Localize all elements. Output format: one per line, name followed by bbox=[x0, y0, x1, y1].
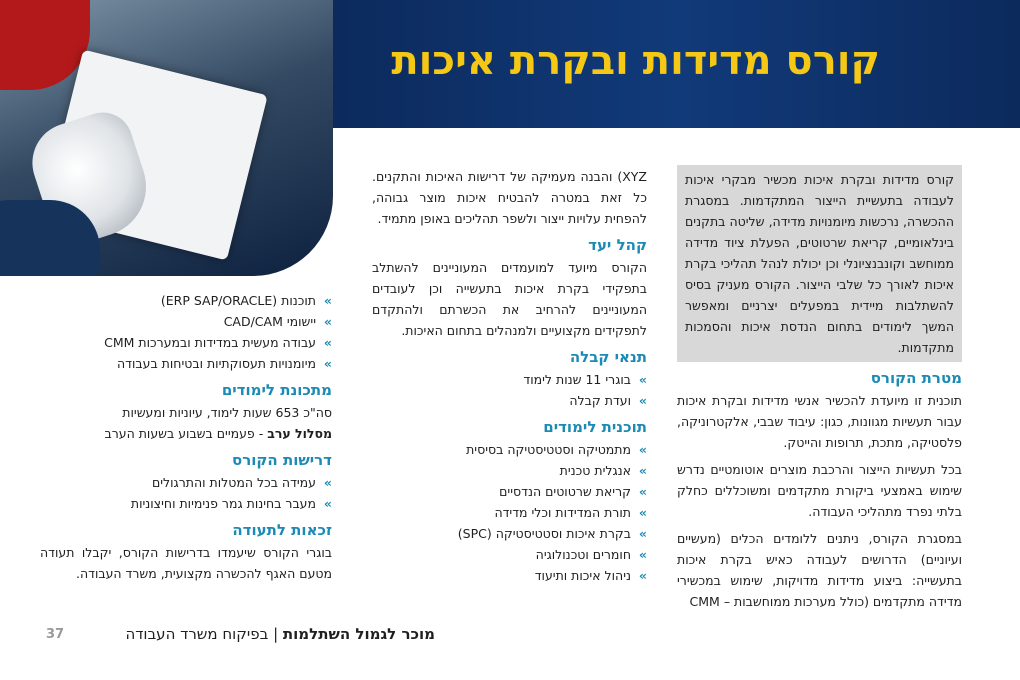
requirements-heading: דרישות הקורס bbox=[232, 451, 332, 469]
admission-list bbox=[372, 369, 647, 411]
list-item: » ועדת קבלה bbox=[372, 390, 647, 411]
requirements-list bbox=[40, 472, 332, 514]
list-item: » מעבר בחינות גמר פנימיות וחיצוניות bbox=[40, 493, 332, 514]
page-title: קורס מדידות ובקרת איכות bbox=[391, 38, 880, 84]
chevron-icon: » bbox=[638, 484, 647, 499]
intro-box bbox=[677, 165, 962, 362]
chevron-icon: » bbox=[323, 356, 332, 371]
format-heading: מתכונת לימודים bbox=[221, 381, 332, 399]
certificate-text: בוגרי הקורס שיעמדו בדרישות הקורס, יקבלו תעודה מטעם האגף להכשרה מקצועית, משרד העבודה. bbox=[40, 545, 332, 581]
chevron-icon: » bbox=[323, 496, 332, 511]
goal-continued: XYZ) והבנה מעמיקה של דרישות האיכות והתקנים. כל זאת במטרה להבטיח איכות מוצר גבוהה, להפחית עלויות ייצור ולשפר תהליכים באופן מתמיד. bbox=[372, 169, 647, 226]
list-item: » תוכנות (ERP SAP/ORACLE) bbox=[40, 290, 332, 311]
title-banner bbox=[333, 0, 1020, 128]
list-item: » עבודה מעשית במדידות ובמערכות CMM bbox=[40, 332, 332, 353]
chevron-icon: » bbox=[638, 547, 647, 562]
format-text: סה"כ 653 שעות לימוד, עיוניות ומעשיות bbox=[122, 405, 332, 420]
list-item: » אנגלית טכנית bbox=[372, 460, 647, 481]
admission-heading: תנאי קבלה bbox=[569, 348, 647, 366]
right-column bbox=[677, 165, 962, 618]
chevron-icon: » bbox=[638, 568, 647, 583]
chevron-icon: » bbox=[638, 463, 647, 478]
list-item: » יישומי CAD/CAM bbox=[40, 311, 332, 332]
chevron-icon: » bbox=[638, 526, 647, 541]
list-item: » עמידה בכל המטלות והתרגולים bbox=[40, 472, 332, 493]
list-item: » מיומנויות תעסוקתיות ובטיחות בעבודה bbox=[40, 353, 332, 374]
chevron-icon: » bbox=[323, 293, 332, 308]
chevron-icon: » bbox=[323, 314, 332, 329]
goal-paragraph-3: במסגרת הקורס, ניתנים ללומדים הכלים (מעשיים ועיוניים) הדרושים לעבודה כאיש בקרת איכות בתעשייה: ביצוע מדידות מדויקות, שימוש במכשירי מדידה מתקדמים (כולל מערכות ממוחשבות – CMM bbox=[677, 531, 962, 609]
certificate-heading: זכאות לתעודה bbox=[232, 521, 332, 539]
audience-text: הקורס מיועד למועמדים המעוניינים להשתלב בתפקידי בקרת איכות בתעשייה וכן לעובדים המעוניינים להרחיב את הכשרתם ולהתקדם לתפקידים מקצועיים ולמנהלים בתחום האיכות. bbox=[372, 260, 647, 338]
program-heading: תוכנית לימודים bbox=[543, 418, 647, 436]
chevron-icon: » bbox=[638, 505, 647, 520]
hero-photo bbox=[0, 0, 333, 276]
footer bbox=[125, 625, 435, 643]
list-item: » בוגרי 11 שנות לימוד bbox=[372, 369, 647, 390]
topics-list bbox=[40, 290, 332, 374]
chevron-icon: » bbox=[323, 475, 332, 490]
chevron-icon: » bbox=[638, 372, 647, 387]
list-item: » קריאת שרטוטים הנדסיים bbox=[372, 481, 647, 502]
goal-heading: מטרת הקורס bbox=[870, 369, 962, 387]
chevron-icon: » bbox=[638, 442, 647, 457]
track-label: מסלול ערב bbox=[267, 426, 332, 441]
goal-paragraph-2: בכל תעשיות הייצור והרכבת מוצרים אוטומטיים נדרש שימוש באמצעי ביקורת מתקדמים ומשוכללים כחלק בלתי נפרד מתהליכי העבודה. bbox=[677, 462, 962, 519]
footer-bold: מוכר לגמול השתלמות bbox=[282, 625, 435, 643]
left-column bbox=[40, 290, 332, 590]
footer-text: בפיקוח משרד העבודה bbox=[125, 625, 269, 643]
chevron-icon: » bbox=[638, 393, 647, 408]
footer-separator: | bbox=[268, 625, 283, 643]
audience-heading: קהל יעד bbox=[588, 236, 647, 254]
list-item: » חומרים וטכנולוגיה bbox=[372, 544, 647, 565]
list-item: » תורת המדידות וכלי מדידה bbox=[372, 502, 647, 523]
middle-column bbox=[372, 166, 647, 586]
track-text: - פעמיים בשבוע בשעות הערב bbox=[104, 426, 268, 441]
program-list bbox=[372, 439, 647, 586]
list-item: » ניהול איכות ותיעוד bbox=[372, 565, 647, 586]
format-track bbox=[40, 423, 332, 444]
list-item: » בקרת איכות וסטטיסטיקה (SPC) bbox=[372, 523, 647, 544]
list-item: » מתמטיקה וסטטיסטיקה בסיסית bbox=[372, 439, 647, 460]
page-number: 37 bbox=[46, 627, 65, 642]
intro-text: קורס מדידות ובקרת איכות מכשיר מבקרי איכות לעבודה בתעשיית הייצור המתקדמות. במסגרת ההכשרה, נרכשות מיומנויות מדידה, שליטה בתקנים בינלאומיים, קריאת שרטוטים, הפעלת ציוד מדידה ממוחשב וקונבנציונלי וכן יכולת לנהל תהליכי בקרת איכות לאורך כל שלבי הייצור. הקורס מעניק בסיס להשתלבות מיידית במפעלים יצרניים ומאפשר המשך לימודים בתחום הנדסת איכות והסמכות מתקדמות. bbox=[685, 172, 954, 355]
chevron-icon: » bbox=[323, 335, 332, 350]
goal-paragraph-1: תוכנית זו מיועדת להכשיר אנשי מדידות ובקרת איכות עבור תעשיות מגוונות, כגון: עיבוד שבבי, אלקטרוניקה, פלסטיקה, מתכת, תרופות והייטק. bbox=[677, 393, 962, 450]
